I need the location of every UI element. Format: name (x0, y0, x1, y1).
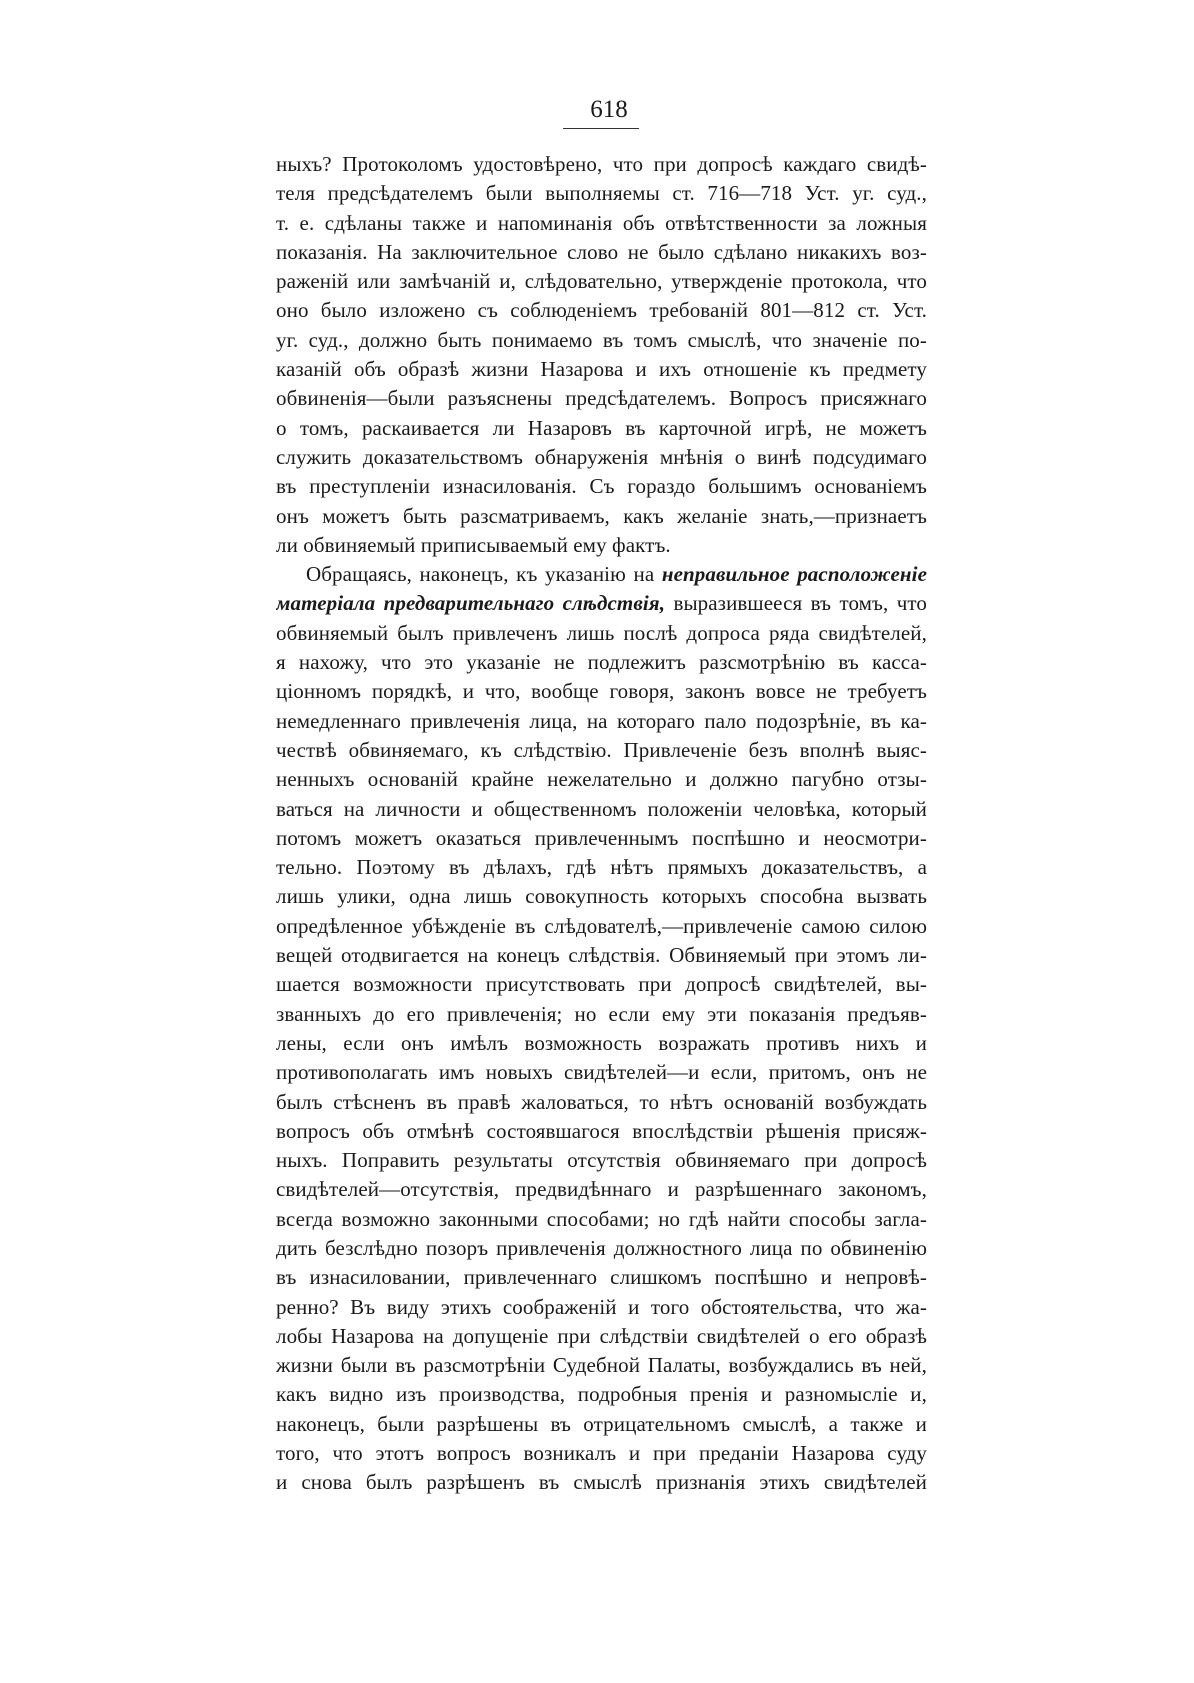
text-line: раженій или замѣчаній и, слѣдовательно, утвержденіе протокола, что (276, 269, 927, 294)
text-line: жизни были въ разсмотрѣніи Судебной Палаты, возбуждались въ ней, (276, 1353, 927, 1378)
text-line: ныхъ? Протоколомъ удостовѣрено, что при допросѣ каждаго свидѣ- (276, 152, 927, 176)
text-line: теля предсѣдателемъ были выполняемы ст. 716—718 Уст. уг. суд., (276, 181, 927, 206)
paragraph-2-first-line (276, 560, 927, 589)
text-line: и снова былъ разрѣшенъ въ смыслѣ признанія этихъ свидѣтелей (276, 1470, 927, 1495)
text-line: лишь улики, одна лишь совокупность которыхъ способна вызвать (276, 884, 927, 909)
text-line: въ изнасиловании, привлеченнаго слишкомъ поспѣшно и непровѣ- (276, 1265, 927, 1290)
text-line: лены, если онъ имѣлъ возможность возражать противъ нихъ и (276, 1030, 927, 1055)
text-line: свидѣтелей—отсутствія, предвидѣннаго и разрѣшеннаго закономъ, (276, 1177, 927, 1202)
text-line: ціонномъ порядкѣ, и что, вообще говоря, законъ вовсе не требуетъ (276, 679, 927, 704)
text-line: ненныхъ основаній крайне нежелательно и должно пагубно отзы- (276, 767, 927, 792)
text-line: того, что этотъ вопросъ возникалъ и при преданіи Назарова суду (276, 1441, 927, 1466)
text-line: шается возможности присутствовать при допросѣ свидѣтелей, вы- (276, 972, 927, 997)
text-line: ныхъ. Поправить результаты отсутствія обвиняемаго при допросѣ (276, 1148, 927, 1173)
text-line: ренно? Въ виду этихъ соображеній и того обстоятельства, что жа- (276, 1294, 927, 1319)
text-line: противополагать имъ новыхъ свидѣтелей—и если, притомъ, онъ не (276, 1060, 927, 1085)
text-line: оно было изложено съ соблюденіемъ требованій 801—812 ст. Уст. (276, 298, 927, 323)
text-line: дить безслѣдно позоръ привлеченія должностного лица по обвиненію (276, 1235, 927, 1260)
text-line: тельно. Поэтому въ дѣлахъ, гдѣ нѣтъ прямыхъ доказательствъ, а (276, 855, 927, 880)
emphasized-phrase-2: матеріала предварительнаго слѣдствія, (276, 591, 666, 616)
text-line: потомъ можетъ оказаться привлеченнымъ поспѣшно и неосмотри- (276, 825, 927, 850)
page-number-rule (563, 128, 639, 129)
text-line: показанія. На заключительное слово не было сдѣлано никакихъ воз- (276, 239, 927, 264)
text-line: уг. суд., должно быть понимаемо въ томъ смыслѣ, что значеніе по- (276, 327, 927, 352)
page-number: 618 (590, 96, 628, 123)
text-line: обвиненія—были разъяснены предсѣдателемъ. Вопросъ присяжнаго (276, 386, 927, 411)
text-line: чествѣ обвиняемаго, къ слѣдствію. Привлеченіе безъ вполнѣ выяс- (276, 737, 927, 762)
paragraph-2 (276, 560, 927, 1498)
text-line: я нахожу, что это указаніе не подлежитъ разсмотрѣнію въ касса- (276, 650, 927, 675)
text-line: служить доказательствомъ обнаруженія мнѣнія о винѣ подсудимаго (276, 444, 927, 469)
text-line: званныхъ до его привлеченія; но если ему эти показанія предъяв- (276, 1001, 927, 1026)
text-line: казаній объ образѣ жизни Назарова и ихъ отношеніе къ предмету (276, 357, 927, 382)
text-line: т. е. сдѣланы также и напоминанія объ отвѣтственности за ложныя (276, 210, 927, 235)
text-line: вопросъ объ отмѣнѣ состоявшагося впослѣдствіи рѣшенія присяж- (276, 1118, 927, 1143)
paragraph-2-lead-text: Обращаясь, наконецъ, къ указанію на (306, 562, 662, 587)
text-line: въ преступленіи изнасилованія. Съ гораздо большимъ основаніемъ (276, 474, 927, 499)
text-line: онъ можетъ быть разсматриваемъ, какъ желаніе знать,—признаетъ (276, 503, 927, 528)
text-line: всегда возможно законными способами; но гдѣ найти способы загла- (276, 1206, 927, 1231)
text-line: ваться на личности и общественномъ положеніи человѣка, который (276, 796, 927, 821)
paragraph-2-body (276, 619, 927, 1498)
body-text (276, 150, 927, 1498)
text-line: обвиняемый былъ привлеченъ лишь послѣ допроса ряда свидѣтелей, (276, 620, 927, 645)
text-line: лобы Назарова на допущеніе при слѣдствіи свидѣтелей о его образѣ (276, 1323, 927, 1348)
text-line: немедленнаго привлеченія лица, на котораго пало подозрѣніе, въ ка- (276, 708, 927, 733)
text-line: наконецъ, были разрѣшены въ отрицательномъ смыслѣ, а также и (276, 1411, 927, 1436)
text-line: какъ видно изъ производства, подробныя пренія и разномысліе и, (276, 1382, 927, 1407)
text-line: о томъ, раскаивается ли Назаровъ въ карточной игрѣ, не можетъ (276, 415, 927, 440)
text-line: былъ стѣсненъ въ правѣ жаловаться, то нѣтъ основаній возбуждать (276, 1089, 927, 1114)
text-line: вещей отодвигается на конецъ слѣдствія. Обвиняемый при этомъ ли- (276, 943, 927, 968)
text-line: ли обвиняемый приписываемый ему фактъ. (276, 532, 671, 557)
text-line: опредѣленное убѣжденіе въ слѣдователѣ,—привлеченіе самою силою (276, 913, 927, 938)
emphasized-phrase-1: неправильное расположеніе (661, 562, 927, 587)
paragraph-1 (276, 150, 927, 560)
paragraph-2-continuation: выразившееся въ томъ, что (665, 591, 927, 616)
paragraph-2-second-line (276, 589, 927, 618)
